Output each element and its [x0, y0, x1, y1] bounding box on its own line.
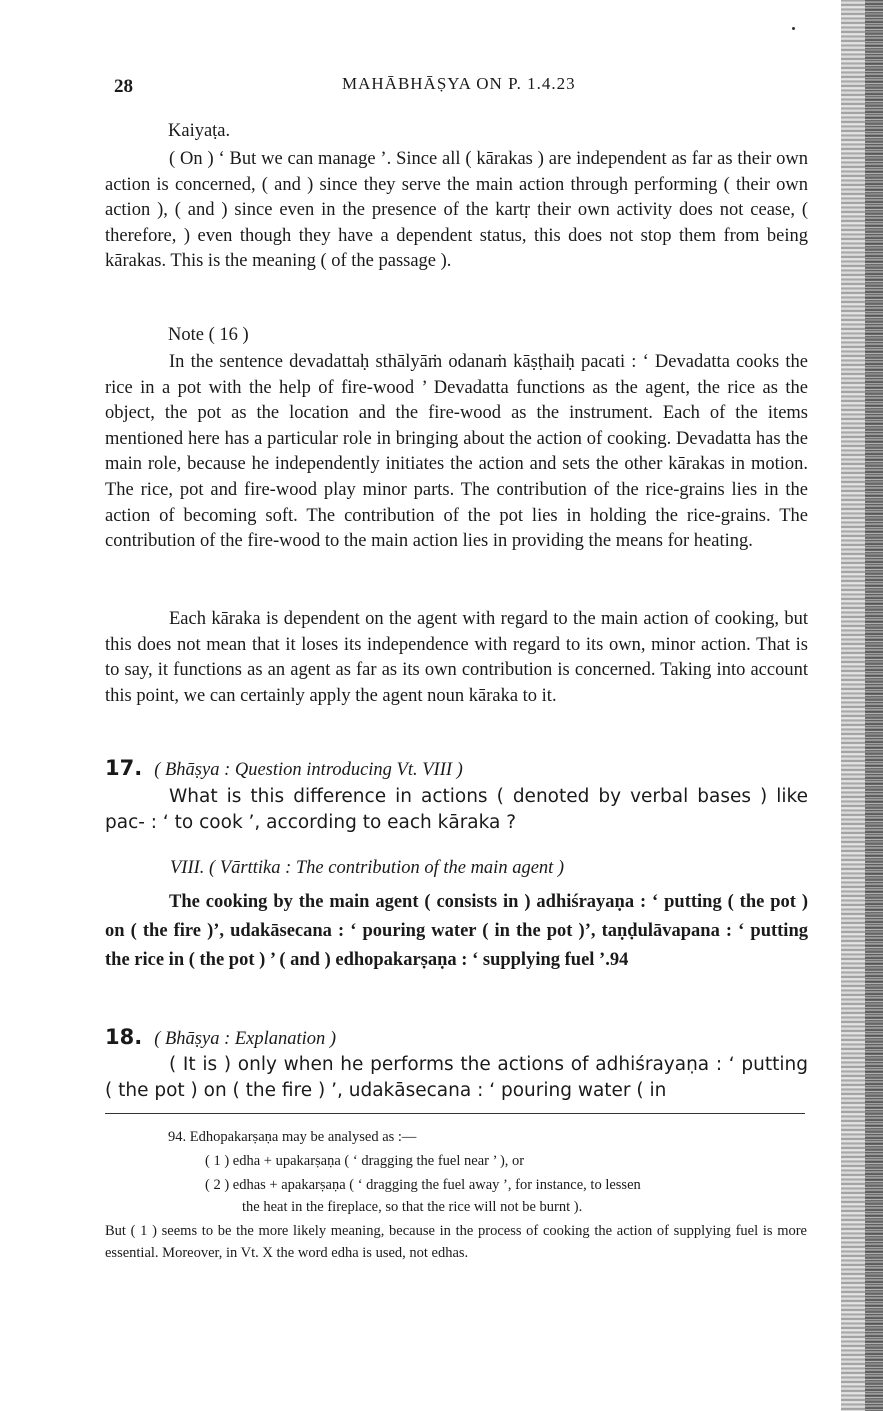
varttika-8-heading: VIII. ( Vārttika : The contribution of the main agent ) — [170, 858, 565, 878]
section-18-heading — [105, 1025, 808, 1053]
section-17-number: 17. — [105, 756, 143, 780]
footnote-94-line-2: ( 1 ) edha + upakarṣaṇa ( ‘ dragging the fuel near ’ ), or — [205, 1153, 525, 1169]
scanned-page-edge-dark — [865, 0, 883, 1411]
section-18-title: ( Bhāṣya : Explanation ) — [154, 1029, 337, 1049]
footnote-94-line-1: 94. Edhopakarṣaṇa may be analysed as :— — [168, 1129, 417, 1145]
section-17-text: What is this difference in actions ( denoted by verbal bases ) like pac- : ‘ to cook ’, according to each kāraka ? — [105, 786, 808, 833]
note-16-label: Note ( 16 ) — [168, 325, 249, 345]
page-number: 28 — [114, 76, 133, 97]
section-18-text: ( It is ) only when he performs the actions of adhiśrayaṇa : ‘ putting ( the pot ) on ( the fire ) ’, udakāsecana : ‘ pouring water ( in — [105, 1054, 808, 1101]
kaiyata-paragraph: ( On ) ‘ But we can manage ’. Since all ( kārakas ) are independent as far as their own action is concerned, ( and ) since they serve the main action through performing ( their own action ), ( and ) since even in the presence of the kartṛ their own activity does not cease, ( therefore, ) even though they have a dependent status, this does not stop them from being kārakas. This is the meaning ( of the passage ). — [105, 149, 808, 272]
note-16-paragraph-1: In the sentence devadattaḥ sthālyāṁ odanaṁ kāṣṭhaiḥ pacati : ‘ Devadatta cooks the rice in a pot with the help of fire-wood ’ Devadatta functions as the agent, the rice as the object, the pot as the location and the fire-wood as the instrument. Each of the items mentioned here has a particular role in bringing about the action of cooking. Devadatta has the main role, because he independently initiates the action and sets the other kārakas in motion. The rice, pot and fire-wood play minor parts. The contribution of the rice-grains lies in the action of becoming soft. The contribution of the pot lies in holding the rice-grains. The contribution of the fire-wood to the main action lies in providing the means for heating. — [105, 352, 808, 552]
note-16-paragraph-2: Each kāraka is dependent on the agent with regard to the main action of cooking, but this does not mean that it loses its independence with regard to its own, minor action. That is to say, it functions as an agent as far as its own contribution is concerned. Taking into account this point, we can certainly apply the agent noun kāraka to it. — [105, 609, 808, 706]
section-18-number: 18. — [105, 1025, 143, 1049]
section-17-title: ( Bhāṣya : Question introducing Vt. VIII ) — [154, 760, 463, 780]
scan-speck — [792, 27, 795, 30]
footnote-94-line-3a: ( 2 ) edhas + apakarṣaṇa ( ‘ dragging the fuel away ’, for instance, to lessen — [205, 1177, 641, 1193]
running-title: MAHĀBHĀṢYA ON P. 1.4.23 — [342, 74, 576, 93]
footnote-94-line-4: But ( 1 ) seems to be the more likely meaning, because in the process of cooking the action of supplying fuel is more essential. Moreover, in Vt. X the word edha is used, not edhas. — [105, 1223, 807, 1261]
footnote-rule — [105, 1113, 805, 1114]
footnote-94-line-3b: the heat in the fireplace, so that the rice will not be burnt ). — [242, 1199, 583, 1215]
section-17-heading — [105, 756, 808, 784]
kaiyata-label: Kaiyaṭa. — [168, 121, 231, 141]
page-header — [114, 72, 814, 102]
varttika-8-text: The cooking by the main agent ( consists in ) adhiśrayaṇa : ‘ putting ( the pot ) on ( the fire )’, udakāsecana : ‘ pouring water ( in the pot )’, taṇḍulāvapana : ‘ putting the rice in ( the pot ) ’ ( and ) edhopakarṣaṇa : ‘ supplying fuel ’.94 — [105, 892, 808, 970]
